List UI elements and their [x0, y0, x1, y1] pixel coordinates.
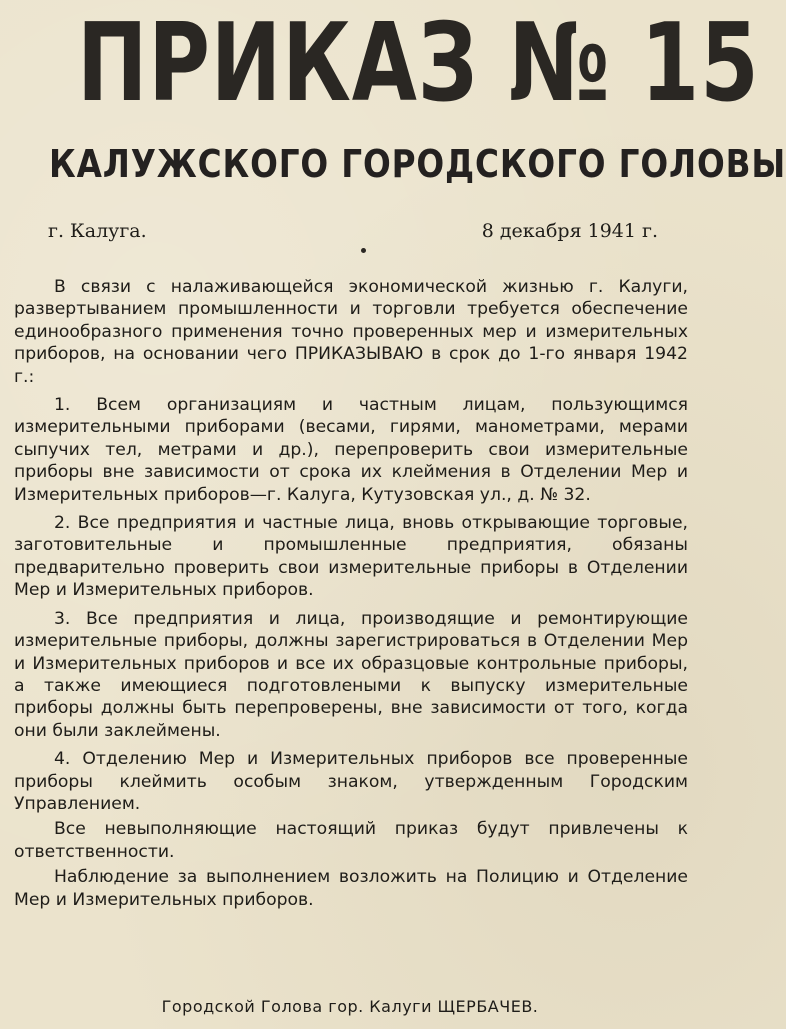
clause-2-paragraph: 2. Все предприятия и частные лица, вновь открывающие торговые, заготовительные и промышленные предприятия, обязаны предварительно проверить свои измерительные приборы в Отделении Мер и Измерительных приборов.: [14, 513, 688, 601]
clause-3-paragraph: 3. Все предприятия и лица, производящие и ремонтирующие измерительные приборы, должны зарегистрироваться в Отделении Мер и Измерительных приборов и все их образцовые контрольные приборы, а также имеющиеся подготовлеными к выпуску измерительные приборы должны быть перепроверены, вне зависимости от того, когда они были заклеймены.: [14, 608, 688, 741]
signature-line: Городской Голова гор. Калуги ЩЕРБАЧЕВ.: [161, 997, 539, 1016]
decree-body: [14, 276, 688, 911]
place-text: г. Калуга.: [48, 220, 147, 242]
clause-4-paragraph: 4. Отделению Мер и Измерительных приборов все проверенные приборы клеймить особым знаком, утвержденным Городским Управлением.: [14, 749, 688, 814]
ink-speck: [361, 248, 366, 253]
clause-1-paragraph: 1. Всем организациям и частным лицам, пользующимся измерительными приборами (весами, гирями, манометрами, мерами сыпучих тел, метрами и др.), перепроверить свои измерительные приборы вне зависимости от срока их клеймения в Отделении Мер и Измерительных приборов—г. Калуга, Кутузовская ул., д. № 32.: [14, 395, 688, 505]
decree-title: ПРИКАЗ № 15: [77, 1, 760, 126]
preamble-paragraph: В связи с налаживающейся экономической жизнью г. Калуги, развертыванием промышленности и торговли требуется обеспечение единообразного применения точно проверенных мер и измерительных приборов, на основании чего ПРИКАЗЫВАЮ в срок до 1-го января 1942 г.:: [14, 277, 688, 387]
liability-paragraph: Все невыполняющие настоящий приказ будут привлечены к ответственности.: [14, 819, 688, 862]
date-text: 8 декабря 1941 г.: [481, 220, 658, 242]
decree-subtitle: КАЛУЖСКОГО ГОРОДСКОГО ГОЛОВЫ: [49, 142, 786, 186]
supervision-paragraph: Наблюдение за выполнением возложить на Полицию и Отделение Мер и Измерительных приборов.: [14, 867, 688, 910]
